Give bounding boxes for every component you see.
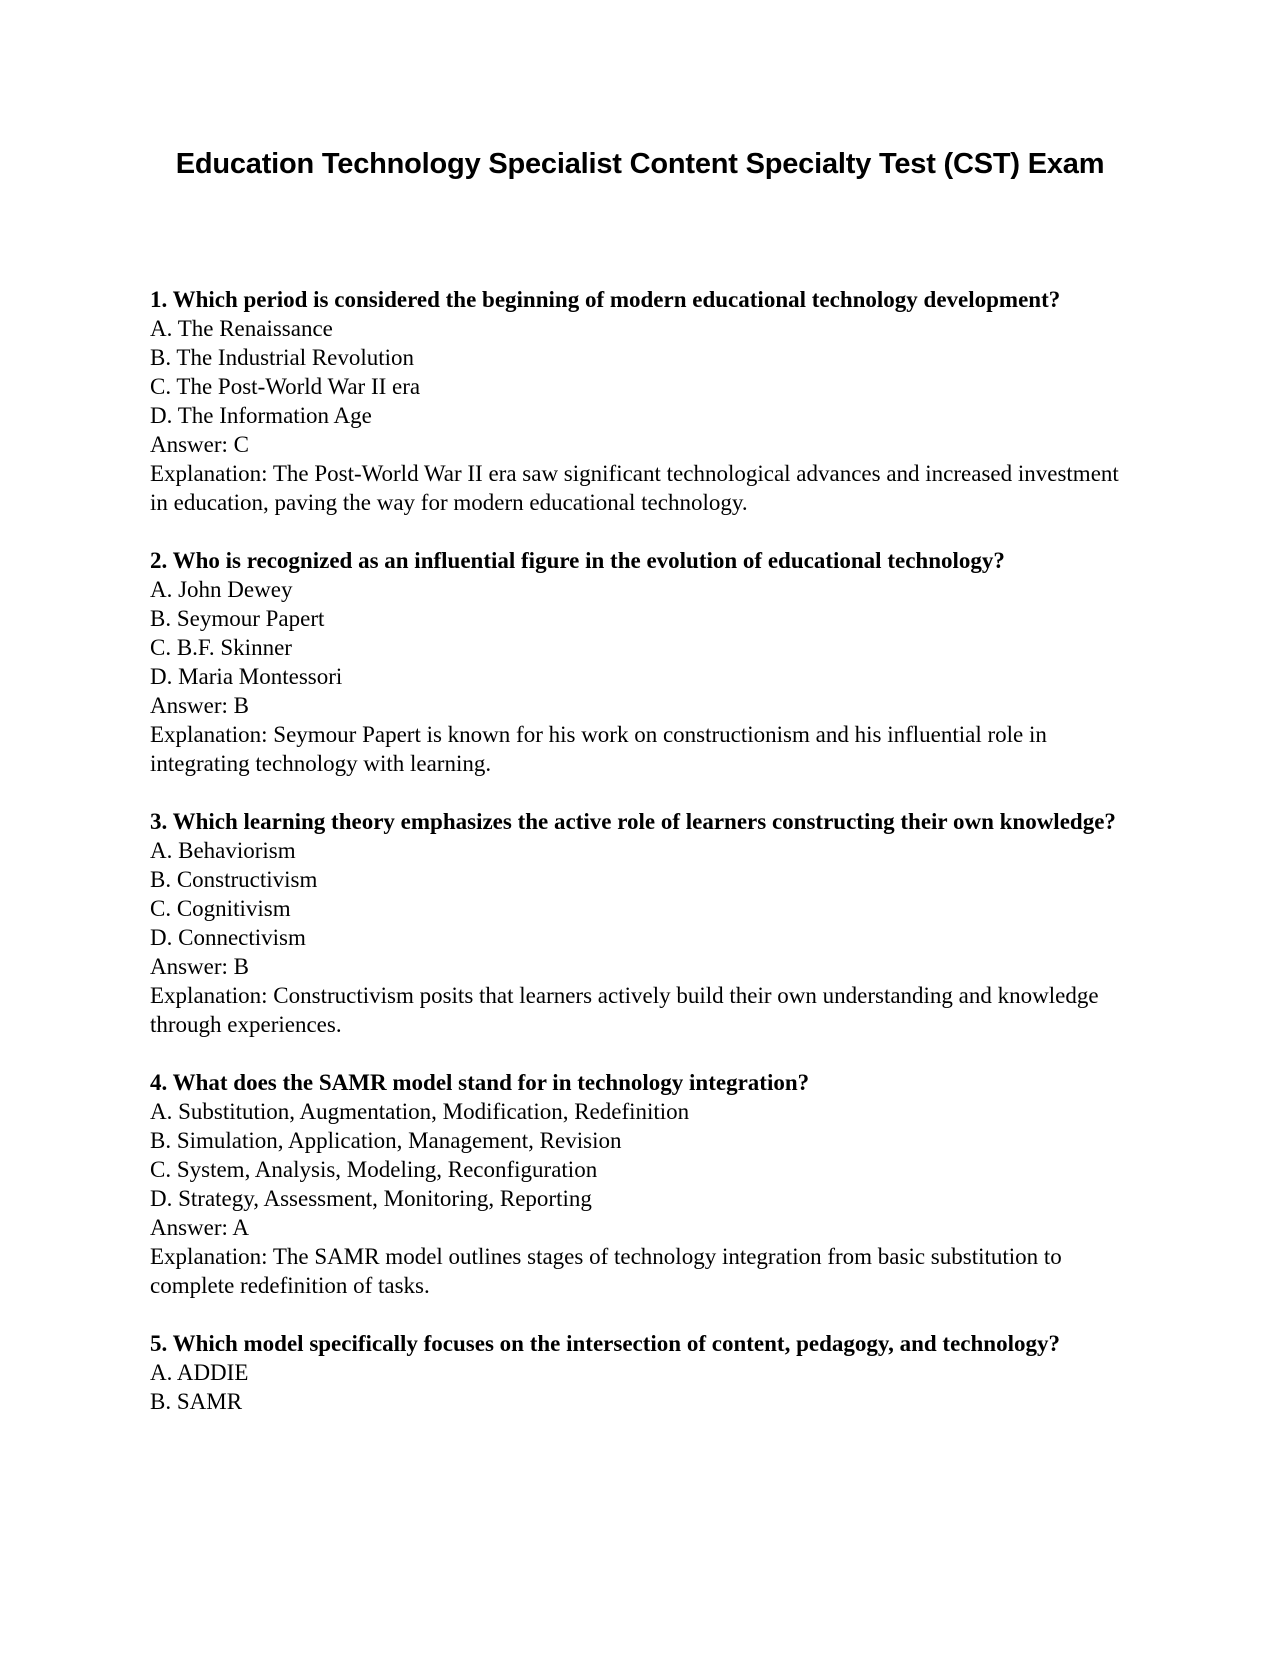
answer: Answer: C [150,432,250,457]
page-title: Education Technology Specialist Content Specialty Test (CST) Exam [175,148,1105,180]
question-5 [150,1329,1140,1416]
explanation: Explanation: The SAMR model outlines stages of technology integration from basic substitution to complete redefinition of tasks. [150,1244,1062,1298]
answer: Answer: A [150,1215,250,1240]
explanation: Explanation: Seymour Papert is known for his work on constructionism and his influential role in integrating technology with learning. [150,722,1047,776]
question-text: 3. Which learning theory emphasizes the active role of learners constructing their own knowledge? [150,809,1116,834]
question-text: 2. Who is recognized as an influential figure in the evolution of educational technology? [150,548,1005,573]
option-a: A. Behaviorism [150,838,296,863]
question-3 [150,807,1140,1039]
explanation: Explanation: Constructivism posits that learners actively build their own understanding and knowledge through experiences. [150,983,1099,1037]
question-text: 4. What does the SAMR model stand for in technology integration? [150,1070,810,1095]
option-b: B. Simulation, Application, Management, Revision [150,1128,622,1153]
option-a: A. John Dewey [150,577,293,602]
option-d: D. Maria Montessori [150,664,343,689]
option-d: D. Connectivism [150,925,306,950]
option-d: D. The Information Age [150,403,372,428]
question-2 [150,546,1140,778]
question-list [150,285,1140,1445]
answer: Answer: B [150,693,250,718]
option-a: A. Substitution, Augmentation, Modification, Redefinition [150,1099,690,1124]
question-1 [150,285,1140,517]
option-a: A. ADDIE [150,1360,249,1385]
option-a: A. The Renaissance [150,316,333,341]
option-c: C. The Post-World War II era [150,374,421,399]
answer: Answer: B [150,954,250,979]
question-text: 1. Which period is considered the beginning of modern educational technology development? [150,287,1061,312]
question-text: 5. Which model specifically focuses on the intersection of content, pedagogy, and technology? [150,1331,1060,1356]
option-b: B. The Industrial Revolution [150,345,415,370]
explanation: Explanation: The Post-World War II era saw significant technological advances and increased investment in education, paving the way for modern educational technology. [150,461,1119,515]
option-b: B. Constructivism [150,867,318,892]
question-4 [150,1068,1140,1300]
option-c: C. Cognitivism [150,896,291,921]
option-b: B. SAMR [150,1389,243,1414]
option-c: C. System, Analysis, Modeling, Reconfiguration [150,1157,598,1182]
option-b: B. Seymour Papert [150,606,325,631]
option-c: C. B.F. Skinner [150,635,292,660]
option-d: D. Strategy, Assessment, Monitoring, Reporting [150,1186,592,1211]
